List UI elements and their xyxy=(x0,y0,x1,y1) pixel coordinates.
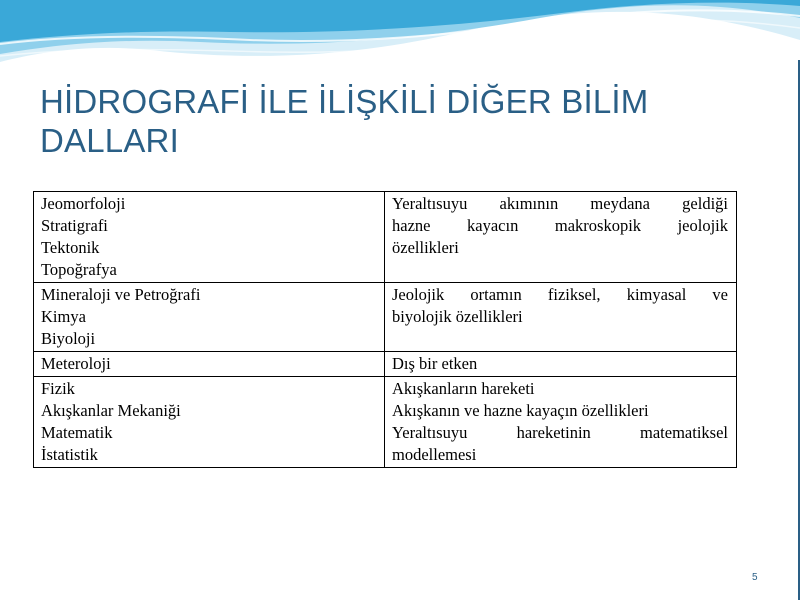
discipline-name: Jeomorfoloji xyxy=(41,194,126,213)
description-line: özellikleri xyxy=(392,238,459,257)
description-line: Yeraltısuyu hareketinin matematiksel xyxy=(392,423,728,442)
page-number: 5 xyxy=(752,572,758,583)
discipline-name: Matematik xyxy=(41,423,113,442)
description-cell xyxy=(385,377,737,468)
discipline-cell xyxy=(34,192,385,283)
discipline-name: Mineraloji ve Petroğrafi xyxy=(41,285,201,304)
related-disciplines-table xyxy=(33,191,737,468)
discipline-name: Kimya xyxy=(41,307,86,326)
description-cell xyxy=(385,192,737,283)
description-line: hazne kayacın makroskopik jeolojik xyxy=(392,216,728,235)
discipline-cell xyxy=(34,377,385,468)
description-line: modellemesi xyxy=(392,445,477,464)
discipline-name: İstatistik xyxy=(41,445,98,464)
discipline-name: Meteroloji xyxy=(41,354,111,373)
table-row xyxy=(34,283,737,352)
decorative-wave-banner xyxy=(0,0,800,90)
table-row xyxy=(34,377,737,468)
discipline-name: Stratigrafi xyxy=(41,216,108,235)
description-line: biyolojik özellikleri xyxy=(392,307,523,326)
description-line: Jeolojik ortamın fiziksel, kimyasal ve xyxy=(392,285,728,304)
discipline-cell xyxy=(34,283,385,352)
description-line: Akışkanın ve hazne kayaçın özellikleri xyxy=(392,401,649,420)
table-body xyxy=(34,192,737,468)
description-line: Dış bir etken xyxy=(392,354,478,373)
description-cell xyxy=(385,352,737,377)
table-row xyxy=(34,192,737,283)
description-line: Akışkanların hareketi xyxy=(392,379,535,398)
description-cell xyxy=(385,283,737,352)
discipline-name: Akışkanlar Mekaniği xyxy=(41,401,181,420)
discipline-name: Biyoloji xyxy=(41,329,96,348)
table-row xyxy=(34,352,737,377)
discipline-name: Tektonik xyxy=(41,238,100,257)
description-line: Yeraltısuyu akımının meydana geldiği xyxy=(392,194,728,213)
discipline-cell xyxy=(34,352,385,377)
discipline-name: Topoğrafya xyxy=(41,260,117,279)
discipline-name: Fizik xyxy=(41,379,75,398)
slide-title: HİDROGRAFİ İLE İLİŞKİLİ DİĞER BİLİM DALLARI xyxy=(40,83,649,159)
